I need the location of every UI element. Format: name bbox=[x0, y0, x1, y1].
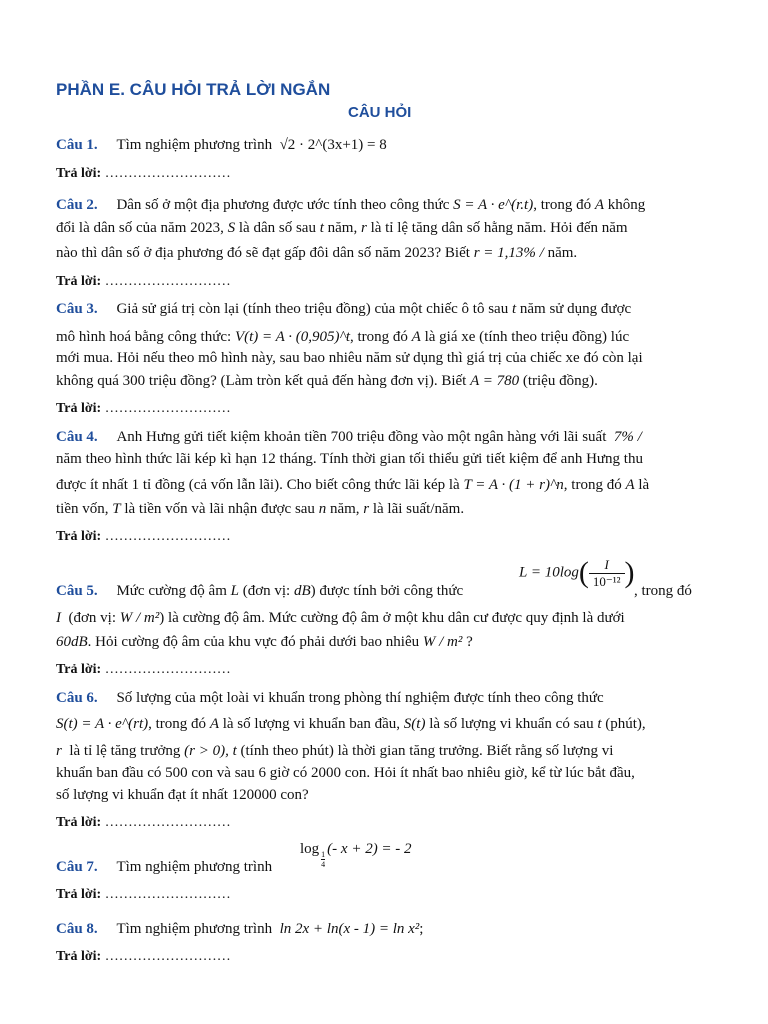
math-var: A bbox=[625, 477, 635, 493]
answer-label: Trả lời: bbox=[56, 887, 102, 902]
equation: √2 · 2^(3x+1) = 8 bbox=[279, 137, 387, 153]
question-label: Câu 6. bbox=[56, 690, 98, 706]
equation: A = 780 bbox=[470, 373, 520, 389]
fraction bbox=[589, 557, 625, 590]
question-text: (đơn vị: bbox=[242, 583, 291, 599]
math-value: 60dB bbox=[56, 634, 88, 650]
question-6-line-3 bbox=[56, 743, 613, 760]
question-7 bbox=[56, 859, 272, 876]
math-var: r bbox=[363, 501, 370, 517]
question-text: là giá xe (tính theo triệu đồng) lúc bbox=[424, 329, 630, 345]
left-paren: ( bbox=[578, 556, 589, 589]
answer-label: Trả lời: bbox=[56, 401, 102, 416]
question-6-line-1 bbox=[56, 690, 604, 707]
question-2-line-3 bbox=[56, 245, 577, 262]
question-text: ? bbox=[466, 634, 473, 650]
question-text: năm sử dụng được bbox=[519, 301, 632, 317]
subtitle: CÂU HỎI bbox=[348, 104, 412, 121]
math-var: L bbox=[230, 583, 239, 599]
unit: W / m² bbox=[422, 634, 463, 650]
question-text: ) là cường độ âm. Mức cường độ âm ở một khu dân cư được quy định là dưới bbox=[159, 610, 625, 626]
question-text: , trong đó bbox=[350, 329, 408, 345]
question-label: Câu 2. bbox=[56, 197, 98, 213]
question-text: năm, bbox=[327, 220, 358, 236]
answer-blank: ……………………… bbox=[104, 529, 231, 544]
answer-label: Trả lời: bbox=[56, 274, 102, 289]
equation: (- x + 2) = - 2 bbox=[327, 841, 412, 857]
math-var: I bbox=[56, 610, 61, 626]
question-text: mô hình hoá bằng công thức: bbox=[56, 329, 232, 345]
right-paren: ) bbox=[624, 556, 635, 589]
answer-label: Trả lời: bbox=[56, 662, 102, 677]
question-3-line-4 bbox=[56, 373, 598, 390]
question-text: , trong đó bbox=[563, 477, 622, 493]
question-3-line-2 bbox=[56, 329, 629, 346]
question-text: Tìm nghiệm phương trình bbox=[116, 921, 273, 937]
answer-blank: ……………………… bbox=[104, 815, 231, 830]
question-label: Câu 4. bbox=[56, 429, 98, 445]
question-label: Câu 3. bbox=[56, 301, 98, 317]
answer-line-4 bbox=[56, 529, 231, 545]
question-text: nào thì dân số ở địa phương đó sẽ đạt gấp đôi dân số năm 2023? Biết bbox=[56, 245, 470, 261]
question-text: ) được tính bởi công thức bbox=[310, 583, 464, 599]
question-5-line-1a bbox=[56, 583, 463, 600]
answer-label: Trả lời: bbox=[56, 815, 102, 830]
equation: T = A · (1 + r)^n bbox=[463, 477, 564, 493]
question-text: tiền vốn, bbox=[56, 501, 109, 517]
fraction-numerator: 1 bbox=[321, 850, 326, 859]
equation: r = 1,13% / bbox=[473, 245, 544, 261]
question-text: Giả sử giá trị còn lại (tính theo triệu đồng) của một chiếc ô tô sau bbox=[116, 301, 509, 317]
answer-label: Trả lời: bbox=[56, 529, 102, 544]
equation: L = 10log bbox=[519, 564, 579, 581]
question-8 bbox=[56, 921, 423, 938]
fraction-numerator: I bbox=[589, 557, 625, 574]
question-text: là dân số sau bbox=[238, 220, 316, 236]
math-var: A bbox=[411, 329, 421, 345]
equation: ln 2x + ln(x - 1) = ln x² bbox=[279, 921, 420, 937]
equation: S = A · e^(r.t) bbox=[453, 197, 534, 213]
math-var: t bbox=[597, 716, 602, 732]
question-5-line-2 bbox=[56, 610, 625, 627]
answer-blank: ……………………… bbox=[104, 662, 231, 677]
answer-line-3 bbox=[56, 401, 231, 417]
question-text: năm. bbox=[547, 245, 578, 261]
answer-line-2 bbox=[56, 274, 231, 290]
question-1 bbox=[56, 137, 387, 154]
question-label: Câu 5. bbox=[56, 583, 98, 599]
question-4-line-2: năm theo hình thức lãi kép kì hạn 12 tháng. Tính thời gian tối thiểu gửi tiết kiệm để anh Hưng thu bbox=[56, 451, 643, 467]
question-2-line-2 bbox=[56, 220, 628, 237]
question-text: (đơn vị: bbox=[68, 610, 117, 626]
question-text: là tỉ lệ tăng trưởng bbox=[69, 743, 181, 759]
question-text: , trong đó bbox=[634, 583, 692, 599]
question-text: (triệu đồng). bbox=[522, 373, 598, 389]
question-text: Tìm nghiệm phương trình bbox=[116, 137, 273, 153]
equation: 7% / bbox=[613, 429, 642, 445]
answer-blank: ……………………… bbox=[104, 887, 231, 902]
question-text: Mức cường độ âm bbox=[116, 583, 227, 599]
question-text: , trong đó bbox=[148, 716, 207, 732]
equation: V(t) = A · (0,905)^t bbox=[234, 329, 350, 345]
question-4-line-3 bbox=[56, 477, 649, 494]
unit: W / m² bbox=[119, 610, 160, 626]
answer-blank: ……………………… bbox=[104, 166, 231, 181]
answer-blank: ……………………… bbox=[104, 949, 231, 964]
question-text: (phút), bbox=[605, 716, 646, 732]
answer-blank: ……………………… bbox=[104, 401, 231, 416]
question-6-line-2 bbox=[56, 716, 646, 733]
answer-line-6 bbox=[56, 815, 231, 831]
question-text: là tỉ lệ tăng dân số hằng năm. Hỏi đến năm bbox=[370, 220, 628, 236]
question-text: được ít nhất 1 tỉ đồng (cả vốn lẫn lãi). Cho biết công thức lãi kép là bbox=[56, 477, 460, 493]
math-var: A bbox=[594, 197, 605, 213]
question-5-line-1b bbox=[634, 583, 692, 600]
question-text: Anh Hưng gửi tiết kiệm khoản tiền 700 triệu đồng vào một ngân hàng với lãi suất bbox=[116, 429, 607, 445]
question-3-line-3: mới mua. Hỏi nếu theo mô hình này, sau bao nhiêu năm sử dụng thì giá trị của chiếc xe đó còn lại bbox=[56, 350, 643, 366]
question-text: đổi là dân số của năm 2023, bbox=[56, 220, 224, 236]
question-text: Dân số ở một địa phương được ước tính theo công thức bbox=[116, 197, 450, 213]
log-equation bbox=[300, 841, 412, 869]
question-6-line-5: số lượng vi khuẩn đạt ít nhất 120000 con? bbox=[56, 787, 309, 803]
math-var: S bbox=[227, 220, 236, 236]
answer-line-8 bbox=[56, 949, 231, 965]
question-label: Câu 8. bbox=[56, 921, 98, 937]
question-text: là bbox=[638, 477, 650, 493]
answer-line-7 bbox=[56, 887, 231, 903]
equation: (r > 0), t bbox=[184, 743, 237, 759]
answer-line-5 bbox=[56, 662, 231, 678]
question-text: . Hỏi cường độ âm của khu vực đó phải dưới bao nhiêu bbox=[87, 634, 420, 650]
math-var: S(t) bbox=[403, 716, 426, 732]
equation: S(t) = A · e^(rt) bbox=[56, 716, 149, 732]
decibel-formula bbox=[519, 556, 635, 590]
answer-blank: ……………………… bbox=[104, 274, 231, 289]
math-var: r bbox=[56, 743, 62, 759]
question-text: không quá 300 triệu đồng? (Làm tròn kết quả đến hàng đơn vị). Biết bbox=[56, 373, 467, 389]
question-text: ; bbox=[419, 921, 424, 937]
question-6-line-4: khuẩn ban đầu có 500 con và sau 6 giờ có 2000 con. Hỏi ít nhất bao nhiêu giờ, kể từ lúc bắt đầu, bbox=[56, 765, 635, 781]
question-label: Câu 1. bbox=[56, 137, 98, 153]
math-var: t bbox=[511, 301, 517, 317]
question-text: là lãi suất/năm. bbox=[372, 501, 465, 517]
question-label: Câu 7. bbox=[56, 859, 98, 875]
fraction-denominator: 10⁻¹² bbox=[592, 573, 621, 589]
question-text: Số lượng của một loài vi khuẩn trong phòng thí nghiệm được tính theo công thức bbox=[116, 690, 604, 706]
unit: dB bbox=[293, 583, 311, 599]
log-base-fraction bbox=[321, 850, 325, 869]
question-4-line-1 bbox=[56, 429, 642, 446]
math-var: n bbox=[318, 501, 327, 517]
question-text: là số lượng vi khuẩn ban đầu, bbox=[222, 716, 401, 732]
fraction-denominator: 4 bbox=[321, 860, 326, 869]
question-text: là tiền vốn và lãi nhận được sau bbox=[124, 501, 315, 517]
question-text: (tính theo phút) là thời gian tăng trưởng. Biết rằng số lượng vi bbox=[240, 743, 614, 759]
question-5-line-3 bbox=[56, 634, 473, 651]
question-text: là số lượng vi khuẩn có sau bbox=[429, 716, 594, 732]
question-4-line-4 bbox=[56, 501, 464, 518]
question-3-line-1 bbox=[56, 301, 631, 318]
math-var: t bbox=[319, 220, 324, 236]
question-text: Tìm nghiệm phương trình bbox=[116, 859, 273, 875]
equation: log bbox=[300, 841, 320, 857]
section-title: PHẦN E. CÂU HỎI TRẢ LỜI NGẮN bbox=[56, 80, 331, 99]
question-text: không bbox=[607, 197, 646, 213]
question-text: , trong đó bbox=[533, 197, 592, 213]
answer-line-1 bbox=[56, 166, 231, 182]
math-var: r bbox=[360, 220, 367, 236]
answer-label: Trả lời: bbox=[56, 949, 102, 964]
answer-label: Trả lời: bbox=[56, 166, 102, 181]
math-var: T bbox=[112, 501, 121, 517]
math-var: A bbox=[209, 716, 219, 732]
question-2-line-1 bbox=[56, 197, 645, 214]
question-text: năm, bbox=[329, 501, 360, 517]
